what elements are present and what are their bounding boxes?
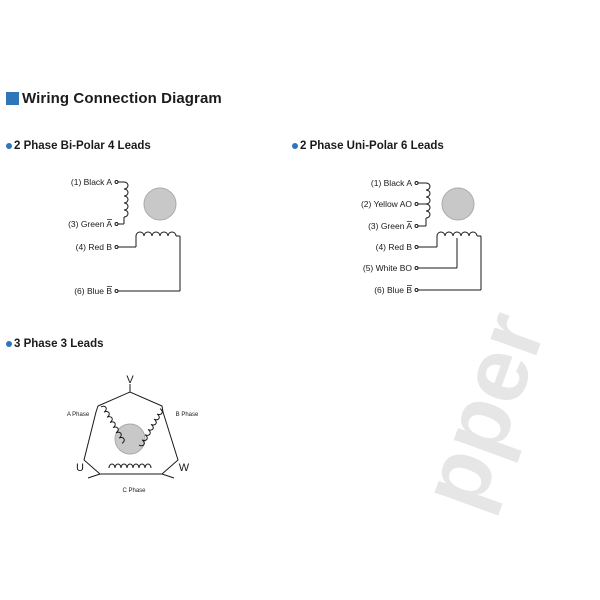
coil-a-icon bbox=[415, 182, 430, 228]
three-phase-diagram bbox=[84, 384, 178, 478]
page-title-text: Wiring Connection Diagram bbox=[22, 90, 222, 107]
lead-label: (6) Blue B bbox=[374, 285, 412, 295]
terminal-label-v: V bbox=[126, 374, 134, 386]
lead-label: (5) White BO bbox=[362, 263, 412, 273]
section-heading-unipolar-text: 2 Phase Uni-Polar 6 Leads bbox=[300, 140, 444, 152]
rotor-icon bbox=[144, 188, 176, 220]
phase-label-a: A Phase bbox=[66, 412, 90, 418]
lead-label: (3) Green A bbox=[368, 221, 412, 231]
section-heading-three-phase-text: 3 Phase 3 Leads bbox=[14, 338, 104, 350]
phase-label-b: B Phase bbox=[175, 412, 199, 418]
lead-label: (4) Red B bbox=[375, 242, 412, 252]
watermark-text: pper bbox=[400, 299, 565, 522]
terminal-label-u: U bbox=[76, 462, 84, 474]
lead-label: (2) Yellow AO bbox=[360, 199, 412, 209]
bipolar-labels bbox=[68, 177, 112, 296]
lead-label: (3) Green A bbox=[68, 219, 112, 229]
watermark bbox=[401, 300, 565, 522]
unipolar-diagram bbox=[415, 182, 481, 292]
coil-a-phase-icon bbox=[101, 405, 125, 443]
section-heading-bipolar-text: 2 Phase Bi-Polar 4 Leads bbox=[14, 140, 151, 152]
terminal-label-w: W bbox=[178, 462, 190, 474]
rotor-icon bbox=[442, 188, 474, 220]
coil-a-icon bbox=[115, 181, 128, 226]
coil-c-phase-icon bbox=[109, 464, 151, 468]
phase-label-c: C Phase bbox=[122, 488, 146, 494]
unipolar-labels bbox=[361, 178, 412, 295]
lead-label: (4) Red B bbox=[75, 242, 112, 252]
rotor-icon bbox=[115, 424, 145, 454]
coil-b-icon bbox=[115, 232, 180, 293]
coil-b-icon bbox=[415, 232, 481, 292]
lead-label: (6) Blue B bbox=[74, 286, 112, 296]
lead-label: (1) Black A bbox=[70, 177, 112, 187]
bipolar-diagram bbox=[115, 181, 180, 293]
lead-label: (1) Black A bbox=[370, 178, 412, 188]
